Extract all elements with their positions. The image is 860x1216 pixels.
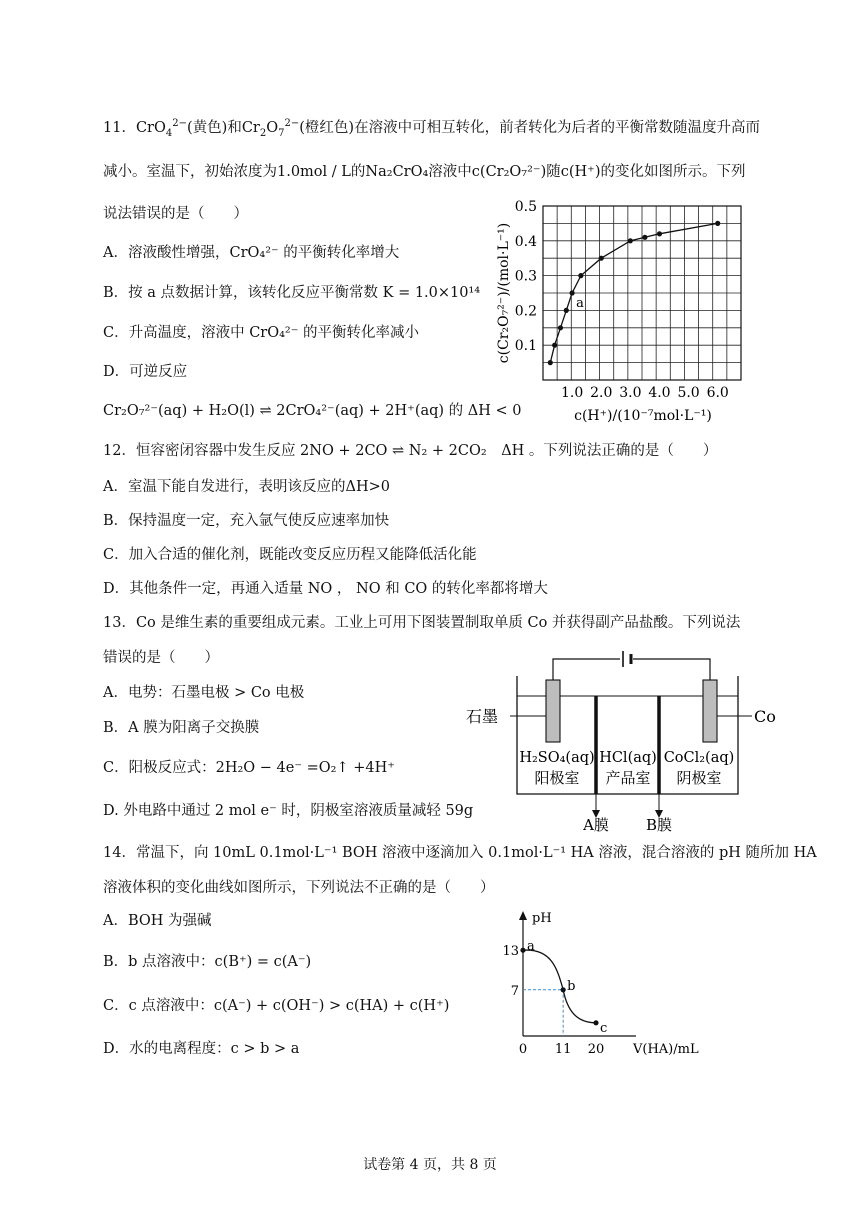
chart1-y-axis-label: c(Cr₂O₇²⁻)/(mol·L⁻¹) xyxy=(496,222,512,364)
chart1-data-point xyxy=(570,290,575,295)
chart2-guide-lines xyxy=(523,990,563,1036)
anode-chamber-solution: H₂SO₄(aq) xyxy=(519,750,595,766)
chart1-x-tick-label: 5.0 xyxy=(677,385,700,401)
q12-option-a: A．室温下能自发进行，表明该反应的ΔH>0 xyxy=(103,479,390,495)
q14-stem-line1: 14．常温下，向 10mL 0.1mol·L⁻¹ BOH 溶液中逐滴加入 0.1mol·L⁻¹ HA 溶液，混合溶液的 pH 随所加 HA xyxy=(103,845,817,861)
chart1-y-tick-label: 0.2 xyxy=(514,303,537,320)
chart1-data-point xyxy=(657,231,662,236)
anode-chamber-label: 阳极室 xyxy=(534,769,580,787)
page-footer: 试卷第 4 页，共 8 页 xyxy=(363,1157,497,1173)
chart2-point-label: a xyxy=(527,939,535,955)
q11-line1: 11．CrO$_4^{2-}$(黄色)和$Cr_2O_7^{2-}$(橙红色)在溶液中可相互转化，前者转化为后者的平衡常数随温度升高而 xyxy=(103,118,761,139)
q13-option-c: C．阳极反应式：2H₂O − 4e⁻ =O₂↑ +4H⁺ xyxy=(103,760,395,776)
chart1-data-point xyxy=(552,343,557,348)
q14-option-c: C．c 点溶液中：c(A⁻) + c(OH⁻) > c(HA) + c(H⁺) xyxy=(103,998,450,1014)
chart2-data-point xyxy=(561,987,566,992)
chart1-data-point xyxy=(628,238,633,243)
membrane-b-label: B膜 xyxy=(645,816,673,834)
membrane-a-label: A膜 xyxy=(583,816,609,834)
electrolysis-cell-diagram xyxy=(462,650,792,834)
q12-option-c: C．加入合适的催化剂，既能改变反应历程又能降低活化能 xyxy=(103,547,477,563)
chart1-x-tick-label: 2.0 xyxy=(590,385,613,401)
chart1-data-point xyxy=(578,273,583,278)
cathode-chamber-solution: CoCl₂(aq) xyxy=(663,750,735,766)
q12-option-d: D．其他条件一定，再通入适量 NO ， NO 和 CO 的转化率都将增大 xyxy=(103,581,548,597)
ph-titration-chart xyxy=(496,908,726,1060)
q11-number: 11． xyxy=(103,120,136,136)
q13-stem-line1: 13．Co 是维生素的重要组成元素。工业上可用下图装置制取单质 Co 并获得副产品盐酸。下列说法 xyxy=(103,615,741,631)
chart2-x-tick-label: 0 xyxy=(518,1042,528,1057)
chart1-x-tick-label: 3.0 xyxy=(619,385,642,401)
chart1-x-tick-label: 4.0 xyxy=(648,385,671,401)
q13-option-b: B．A 膜为阳离子交换膜 xyxy=(103,720,260,736)
q11-option-b: B．按 a 点数据计算，该转化反应平衡常数 K = 1.0×10¹⁴ xyxy=(103,285,481,301)
chart1-data-point xyxy=(599,256,604,261)
chart1-x-ticks xyxy=(561,385,729,401)
chart2-data-point xyxy=(520,948,525,953)
graphite-label: 石墨 xyxy=(466,707,499,726)
q11-line2: 减小。室温下，初始浓度为1.0mol / L的Na₂CrO₄溶液中c(Cr₂O₇²⁻)随c(H⁺)的变化如图所示。下列 xyxy=(103,164,746,180)
cobalt-electrode xyxy=(703,680,717,742)
chart1-point-label-a: a xyxy=(576,296,584,311)
chart1-data-point xyxy=(642,235,647,240)
q12-option-b: B．保持温度一定，充入氩气使反应速率加快 xyxy=(103,513,390,529)
q14-option-d: D．水的电离程度：c > b > a xyxy=(103,1041,300,1057)
q12-stem: 12．恒容密闭容器中发生反应 2NO + 2CO ⇌ N₂ + 2CO₂ ΔH 。下列说法正确的是（ ） xyxy=(103,443,718,459)
wire-left xyxy=(553,659,620,687)
q11-option-c: C．升高温度，溶液中 CrO₄²⁻ 的平衡转化率减小 xyxy=(103,325,420,341)
chart1-x-tick-label: 1.0 xyxy=(560,385,584,401)
chart1-data-point xyxy=(558,325,563,330)
chart1-data-point xyxy=(715,221,720,226)
chart2-y-arrowhead xyxy=(519,911,527,920)
chart1-x-axis-label: c(H⁺)/(10⁻⁷mol·L⁻¹) xyxy=(574,408,712,424)
q11-option-a: A．溶液酸性增强，CrO₄²⁻ 的平衡转化率增大 xyxy=(103,245,400,261)
chart1-y-tick-label: 0.3 xyxy=(514,268,537,285)
chart2-curve xyxy=(523,950,596,1023)
chart1-y-tick-label: 0.1 xyxy=(514,338,537,355)
q13-option-d: D. 外电路中通过 2 mol e⁻ 时，阴极室溶液质量减轻 59g xyxy=(103,803,474,819)
chart2-ticks xyxy=(502,944,604,1057)
chart1-y-tick-label: 0.4 xyxy=(514,233,537,250)
q14-option-a: A．BOH 为强碱 xyxy=(103,913,212,929)
chart1-data-point xyxy=(564,308,569,313)
chart2-y-tick-label: 13 xyxy=(502,944,519,960)
chart1-y-tick-label: 0.5 xyxy=(514,199,537,215)
chart2-x-axis-label: V(HA)/mL xyxy=(633,1042,699,1057)
q11-line3: 说法错误的是（ ） xyxy=(103,206,248,222)
wire-right xyxy=(633,659,710,687)
chart2-data-point xyxy=(593,1020,598,1025)
cathode-chamber-label: 阴极室 xyxy=(676,769,722,787)
cr2o7-concentration-chart xyxy=(488,196,768,428)
q11-option-d: D．可逆反应 xyxy=(103,364,188,380)
cobalt-label: Co xyxy=(754,707,776,726)
q14-option-b: B．b 点溶液中：c(B⁺) = c(A⁻) xyxy=(103,954,312,970)
chart1-x-tick-label: 6.0 xyxy=(706,385,729,401)
product-chamber-label: 产品室 xyxy=(605,769,651,787)
q13-option-a: A．电势：石墨电极 > Co 电极 xyxy=(103,685,305,701)
chart2-points xyxy=(520,939,607,1036)
chart1-data-point xyxy=(548,360,553,365)
chart1-y-ticks xyxy=(515,199,537,354)
chart2-point-label: c xyxy=(600,1020,608,1036)
chart2-point-label: b xyxy=(567,978,576,994)
product-chamber-solution: HCl(aq) xyxy=(599,750,657,766)
q13-stem-line2: 错误的是（ ） xyxy=(103,650,219,666)
chart2-y-axis-label: pH xyxy=(532,911,552,926)
chart2-x-tick-label: 11 xyxy=(554,1042,572,1057)
q11-option-d-equation: Cr₂O₇²⁻(aq) + H₂O(l) ⇌ 2CrO₄²⁻(aq) + 2H⁺(aq) 的 ΔH < 0 xyxy=(103,403,522,419)
q14-stem-line2: 溶液体积的变化曲线如图所示，下列说法不正确的是（ ） xyxy=(103,880,495,896)
chart2-x-tick-label: 20 xyxy=(587,1042,605,1057)
chart2-y-tick-label: 7 xyxy=(510,983,519,999)
graphite-electrode xyxy=(546,680,560,742)
